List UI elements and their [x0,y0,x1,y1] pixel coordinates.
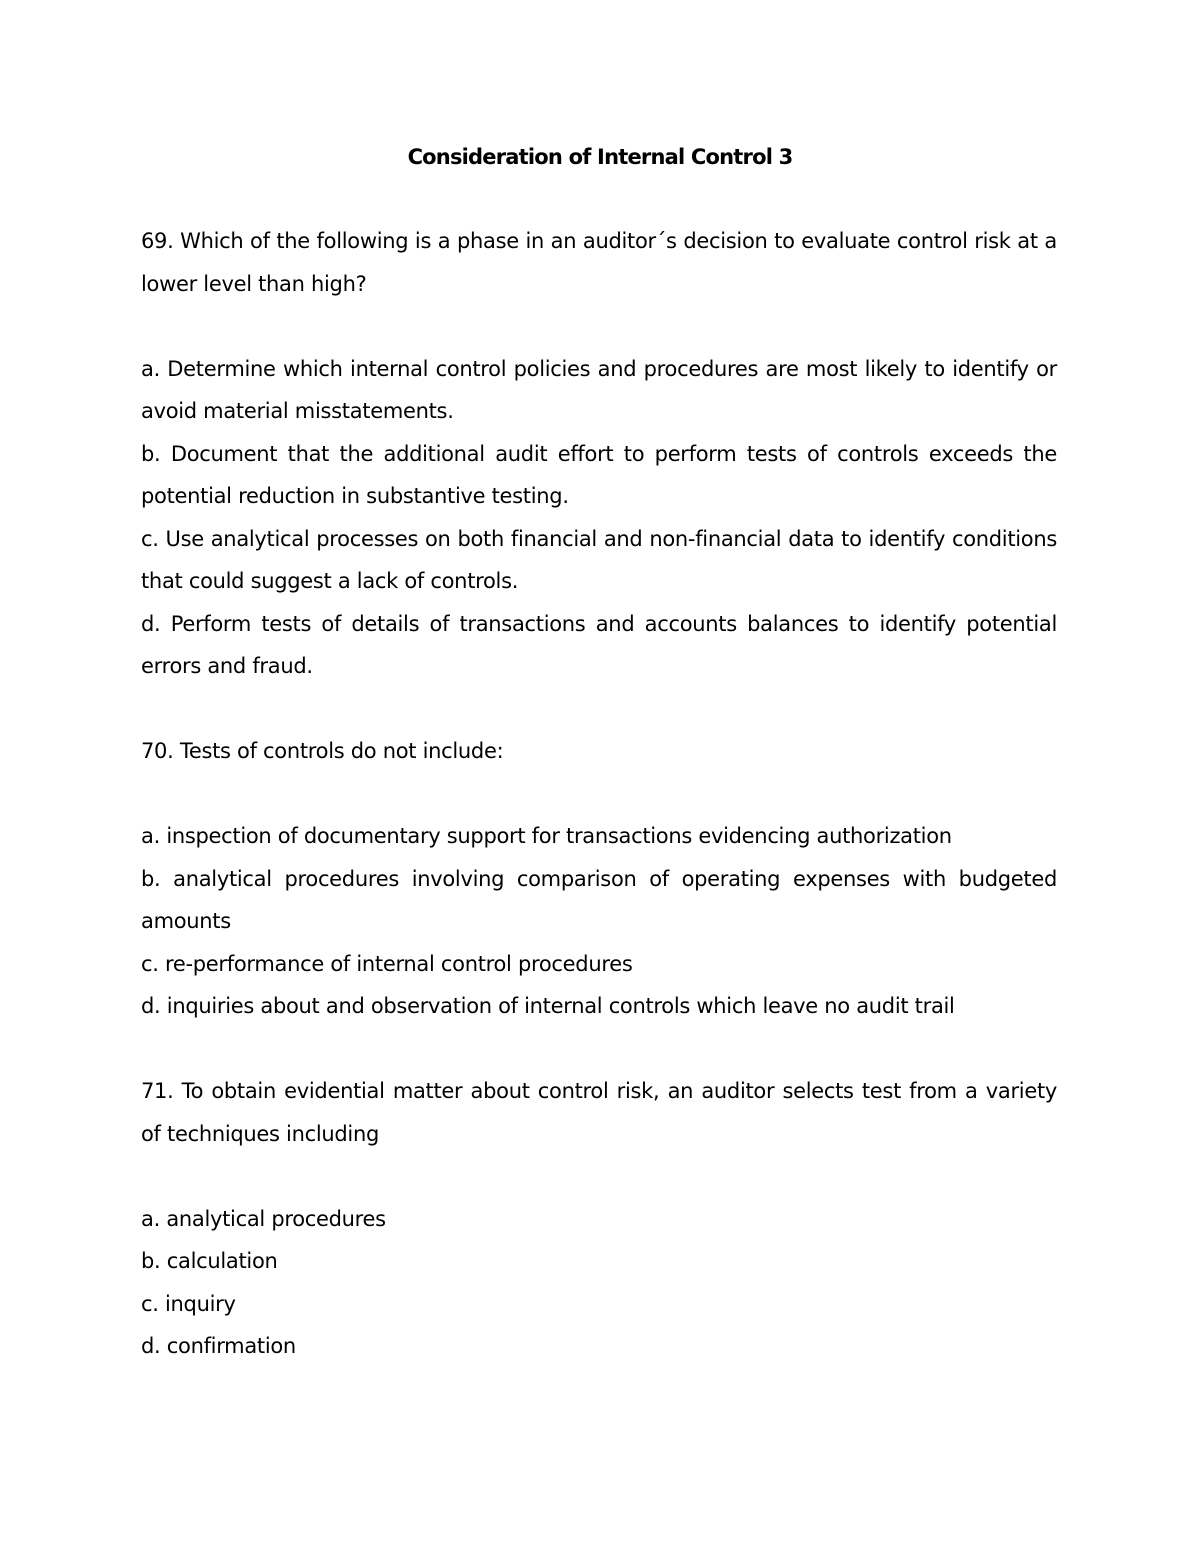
question-stem: 71. To obtain evidential matter about control risk, an auditor selects test from a variety of techniques including [141,1079,1057,1146]
answer-option: c. Use analytical processes on both financial and non-financial data to identify conditions that could suggest a lack of controls. [141,526,1057,593]
spacer [141,1028,1057,1071]
answer-option: b. analytical procedures involving comparison of operating expenses with budgeted amounts [141,866,1057,933]
answer-option: b. Document that the additional audit effort to perform tests of controls exceeds the potential reduction in substantive testing. [141,441,1057,508]
question-stem: 70. Tests of controls do not include: [141,739,504,763]
spacer [141,773,1057,816]
answer-option: d. confirmation [141,1334,296,1358]
answer-option: c. inquiry [141,1291,236,1316]
question-69 [141,220,1057,688]
answer-option: d. Perform tests of details of transactions and accounts balances to identify potential errors and fraud. [141,611,1057,678]
question-71 [141,1070,1057,1368]
answer-option: d. inquiries about and observation of internal controls which leave no audit trail [141,994,955,1018]
document-title: Consideration of Internal Control 3 [407,145,793,169]
answer-option: a. analytical procedures [141,1206,386,1231]
answer-option: c. re-performance of internal control procedures [141,951,633,976]
answer-option: b. calculation [141,1249,278,1273]
question-stem: 69. Which of the following is a phase in an auditor´s decision to evaluate control risk at a lower level than high? [141,229,1057,296]
question-70 [141,730,1057,1028]
spacer [141,305,1057,348]
spacer [141,688,1057,731]
answer-option: a. Determine which internal control policies and procedures are most likely to identify or avoid material misstatements. [141,356,1057,423]
answer-option: a. inspection of documentary support for transactions evidencing authorization [141,824,952,848]
spacer [141,1155,1057,1198]
document-body [141,220,1057,1368]
